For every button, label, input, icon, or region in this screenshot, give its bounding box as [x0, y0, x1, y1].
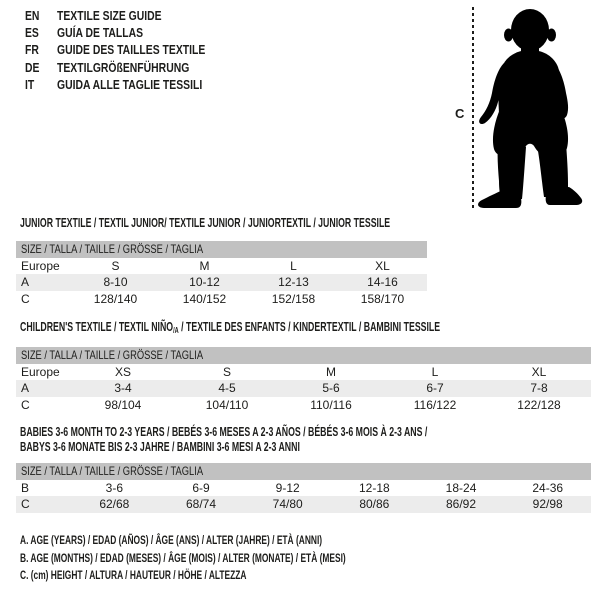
table-row: [16, 291, 427, 307]
children-table-title-text: [20, 320, 440, 339]
size-cell: XL: [531, 365, 547, 379]
language-row: [25, 76, 242, 93]
language-code: [25, 24, 57, 41]
row-label: A: [21, 381, 30, 396]
footnote-height-cm: [20, 567, 485, 585]
size-header-text: SIZE / TALLA / TAILLE / GRÖSSE / TAGLIA: [21, 348, 204, 362]
size-cell: S: [222, 365, 231, 379]
size-header-bar: [16, 463, 591, 480]
size-cell: 140/152: [182, 291, 227, 306]
language-code: [25, 41, 57, 58]
language-code: [25, 76, 57, 93]
junior-table-title-text: JUNIOR TEXTILE / TEXTIL JUNIOR/ TEXTILE JUNIOR / JUNIORTEXTIL / JUNIOR TESSILE: [20, 216, 391, 230]
size-cell: 24-36: [532, 481, 564, 495]
table-row: [16, 380, 591, 396]
language-code: [25, 7, 57, 24]
size-cell: L: [431, 365, 439, 379]
babies-size-table: [16, 463, 591, 513]
size-cell: 110/116: [310, 397, 352, 412]
row-label: C: [21, 291, 30, 306]
size-cell: M: [199, 259, 210, 273]
children-title-pre: CHILDREN'S TEXTILE / TEXTIL NIÑO: [20, 320, 174, 334]
size-cell: 122/128: [517, 397, 561, 412]
language-title-list: [25, 7, 242, 93]
footnote-age-months: [20, 550, 485, 568]
language-row: [25, 59, 242, 76]
size-cell: 3-6: [105, 481, 123, 495]
children-title-post: / TEXTILE DES ENFANTS / KINDERTEXTIL / BAMBINI TESSILE: [178, 320, 441, 334]
table-row: [16, 480, 591, 496]
size-cell: 12-18: [359, 481, 390, 495]
size-cell: 152/158: [271, 291, 316, 306]
guide-title-de: TEXTILGRÖßENFÜHRUNG: [57, 59, 190, 75]
size-header-text: SIZE / TALLA / TAILLE / GRÖSSE / TAGLIA: [21, 464, 204, 478]
size-cell: 7-8: [530, 381, 548, 396]
size-cell: 158/170: [360, 291, 405, 306]
size-cell: 12-13: [278, 275, 309, 290]
size-cell: 128/140: [93, 291, 138, 306]
table-row: [16, 274, 427, 290]
size-cell: XS: [114, 365, 131, 379]
table-row: [16, 258, 427, 274]
footnote-height-cm-text: C. (cm) HEIGHT / ALTURA / HAUTEUR / HÖHE / ALTEZZA: [20, 568, 247, 583]
row-label: A: [21, 275, 30, 290]
size-cell: 3-4: [114, 381, 132, 396]
size-cell: 68/74: [185, 497, 217, 512]
children-table-title: [20, 320, 600, 339]
babies-table-title: [20, 425, 600, 454]
guide-title-en: TEXTILE SIZE GUIDE: [57, 8, 162, 23]
height-dimension-label: C: [455, 106, 465, 121]
babies-title-line2: BABYS 3-6 MONATE BIS 2-3 JAHRE / BAMBINI 3-6 MESI A 2-3 ANNI: [20, 439, 300, 454]
size-header-text: SIZE / TALLA / TAILLE / GRÖSSE / TAGLIA: [21, 242, 204, 256]
language-row: [25, 7, 242, 24]
legend-footnotes: [20, 532, 485, 585]
size-cell: 9-12: [275, 481, 300, 495]
language-code-text: EN: [25, 8, 40, 23]
row-label: C: [21, 397, 30, 412]
size-cell: XL: [375, 259, 390, 273]
language-code-text: IT: [25, 76, 35, 92]
row-label: B: [21, 481, 30, 495]
language-code-text: DE: [25, 59, 40, 75]
size-cell: 8-10: [103, 275, 128, 290]
size-cell: 10-12: [189, 275, 220, 290]
language-code-text: ES: [25, 25, 39, 41]
junior-size-table-body: [16, 258, 427, 307]
size-cell: 6-9: [192, 481, 210, 495]
size-cell: 104/110: [205, 397, 249, 412]
size-cell: 116/122: [413, 397, 457, 412]
babies-size-table-body: [16, 480, 591, 513]
language-row: [25, 41, 242, 58]
size-cell: 6-7: [426, 381, 444, 396]
children-size-table-body: [16, 364, 591, 413]
size-cell: M: [326, 365, 336, 379]
guide-title-fr: GUIDE DES TAILLES TEXTILE: [57, 42, 206, 58]
size-cell: 92/98: [532, 497, 563, 512]
footnote-age-years-text: A. AGE (YEARS) / EDAD (AÑOS) / ÂGE (ANS) / ALTER (JAHRE) / ETÀ (ANNI): [20, 533, 323, 547]
size-cell: L: [290, 259, 297, 273]
size-header-bar: [16, 241, 427, 258]
size-cell: 18-24: [445, 481, 477, 495]
table-row: [16, 397, 591, 413]
baby-silhouette-icon: [470, 5, 590, 210]
table-row: [16, 364, 591, 380]
guide-title-it: GUIDA ALLE TAGLIE TESSILI: [57, 76, 203, 92]
language-code: [25, 59, 57, 76]
row-label: Europe: [21, 365, 60, 379]
guide-title-es: GUÍA DE TALLAS: [57, 25, 144, 41]
size-cell: 14-16: [367, 275, 398, 290]
junior-size-table: [16, 241, 427, 307]
size-cell: 4-5: [218, 381, 236, 396]
babies-title-line1: BABIES 3-6 MONTH TO 2-3 YEARS / BEBÉS 3-6 MESES A 2-3 AÑOS / BÉBÉS 3-6 MOIS À 2-3 ANS /: [20, 425, 428, 439]
table-row: [16, 496, 591, 512]
language-row: [25, 24, 242, 41]
footnote-age-months-text: B. AGE (MONTHS) / EDAD (MESES) / ÂGE (MOIS) / ALTER (MONATE) / ETÀ (MESI): [20, 550, 346, 565]
row-label: Europe: [21, 259, 60, 273]
size-cell: 98/104: [104, 397, 142, 412]
junior-table-title: [20, 216, 549, 231]
size-cell: 74/80: [272, 497, 303, 512]
size-cell: 62/68: [99, 497, 130, 512]
size-cell: S: [111, 259, 120, 273]
size-cell: 86/92: [446, 497, 477, 512]
footnote-age-years: [20, 532, 485, 550]
size-cell: 80/86: [359, 497, 390, 512]
size-cell: 5-6: [322, 381, 340, 396]
row-label: C: [21, 497, 30, 512]
size-header-bar: [16, 347, 591, 364]
children-title-subscript: /A: [173, 326, 179, 335]
children-size-table: [16, 347, 591, 413]
language-code-text: FR: [25, 42, 39, 58]
